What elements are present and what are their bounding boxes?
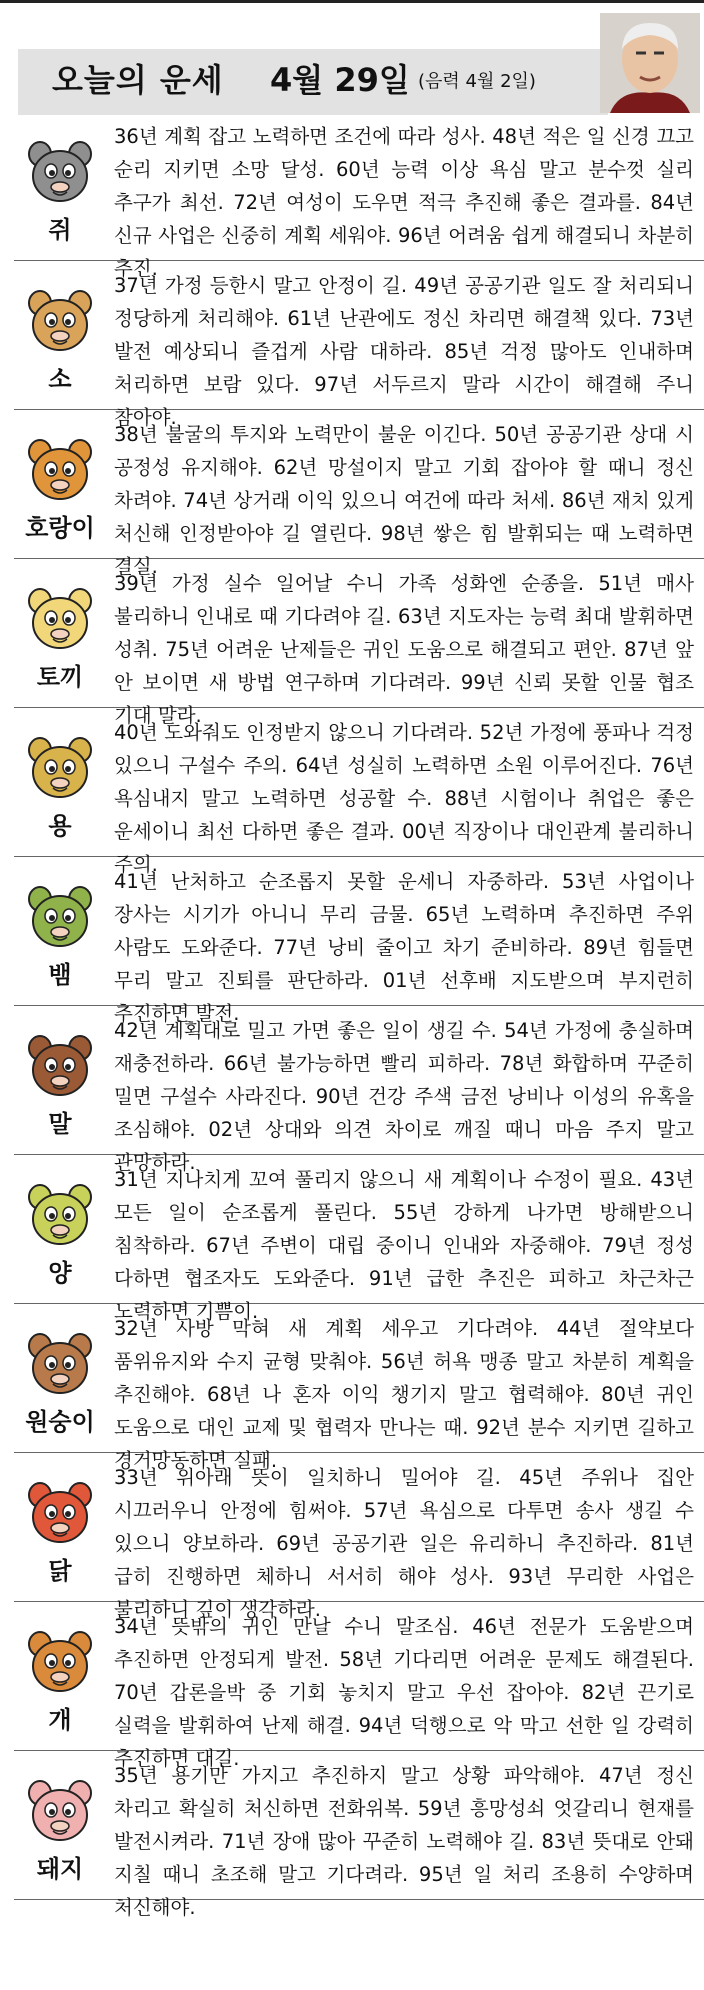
fortune-date: 4월 29일 — [270, 61, 410, 99]
pig-icon — [22, 1775, 98, 1847]
animal-name: 용 — [48, 812, 72, 840]
zodiac-label — [14, 1602, 106, 1750]
author-portrait — [600, 13, 700, 113]
list-item — [14, 1155, 704, 1323]
animal-name: 닭 — [48, 1557, 72, 1585]
zodiac-label — [14, 410, 106, 558]
animal-name: 원숭이 — [25, 1408, 95, 1436]
animal-name: 개 — [48, 1706, 72, 1734]
fortune-text: 34년 뜻밖의 귀인 만날 수니 말조심. 46년 전문가 도움받으며 추진하면 안정되게 발전. 58년 기다리면 어려운 문제도 해결된다. 70년 갑론을박 중 기회 놓치지 말고 우선 잡아야. 82년 끈기로 실력을 발휘하여 난제 해결. 94년 덕행으로 악 막고 선한 일 강력히 추진하면 대길. — [114, 1615, 694, 1770]
page-title: 오늘의 운세 — [52, 61, 224, 99]
zodiac-label — [14, 708, 106, 856]
animal-name: 돼지 — [36, 1855, 84, 1883]
rooster-icon — [22, 1477, 98, 1549]
fortune-text: 41년 난처하고 순조롭지 못할 운세니 자중하라. 53년 사업이나 장사는 시기가 아니니 무리 금물. 65년 노력하며 추진하면 주위 사람도 도와준다. 77년 낭비 줄이고 차기 준비하라. 89년 힘들면 무리 말고 진퇴를 판단하라. 01년 선후배 지도받으며 부지런히 추진하면 발전. — [114, 870, 694, 1025]
list-item — [14, 261, 704, 429]
animal-name: 쥐 — [48, 216, 72, 244]
zodiac-fortune-list — [14, 112, 704, 1919]
zodiac-label — [14, 1453, 106, 1601]
animal-name: 뱀 — [48, 961, 72, 989]
animal-name: 소 — [48, 365, 72, 393]
tiger-icon — [22, 434, 98, 506]
list-item — [14, 857, 704, 1025]
zodiac-label — [14, 261, 106, 409]
list-item — [14, 112, 704, 280]
zodiac-label — [14, 857, 106, 1005]
list-item — [14, 1602, 704, 1770]
fortune-text: 36년 계획 잡고 노력하면 조건에 따라 성사. 48년 적은 일 신경 끄고 순리 지키면 소망 달성. 60년 능력 이상 욕심 말고 분수껏 실리 추구가 최선. 72년 여성이 도우면 적극 추진해 좋은 결과를. 84년 신규 사업은 신중히 계획 세워야. 96년 어려움 쉽게 해결되니 차분히 추진. — [114, 125, 694, 280]
zodiac-label — [14, 1155, 106, 1303]
sheep-icon — [22, 1179, 98, 1251]
dragon-icon — [22, 732, 98, 804]
zodiac-label — [14, 1006, 106, 1154]
fortune-text: 42년 계획대로 밀고 가면 좋은 일이 생길 수. 54년 가정에 충실하며 재충전하라. 66년 불가능하면 빨리 피하라. 78년 화합하며 꾸준히 밀면 구설수 사라진다. 90년 건강 주색 금전 낭비나 이성의 유혹을 조심해야. 02년 상대와 의견 차이로 깨질 때니 마음 주지 말고 관망하라. — [114, 1019, 694, 1174]
animal-name: 호랑이 — [25, 514, 95, 542]
page-header — [0, 0, 704, 115]
animal-name: 양 — [48, 1259, 72, 1287]
list-item — [14, 410, 704, 578]
zodiac-label — [14, 1751, 106, 1899]
rabbit-icon — [22, 583, 98, 655]
list-item — [14, 1304, 704, 1472]
rat-icon — [22, 136, 98, 208]
fortune-text: 32년 사방 막혀 새 계획 세우고 기다려야. 44년 절약보다 품위유지와 수지 균형 맞춰야. 56년 허욕 맹종 말고 차분히 계획을 추진해야. 68년 나 혼자 이익 챙기지 말고 협력해야. 80년 귀인 도움으로 대인 교제 및 협력자 만나는 때. 92년 분수 지키면 길하고 경거망동하면 실패. — [114, 1317, 694, 1472]
zodiac-label — [14, 1304, 106, 1452]
fortune-text: 40년 도와줘도 인정받지 않으니 기다려라. 52년 가정에 풍파나 걱정 있으니 구설수 주의. 64년 성실히 노력하면 소원 이루어진다. 76년 욕심내지 말고 노력하면 성공할 수. 88년 시험이나 취업은 좋은 운세이니 최선 다하면 좋은 결과. 00년 직장이나 대인관계 불리하니 주의. — [114, 721, 694, 876]
lunar-date: (음력 4월 2일) — [418, 71, 536, 92]
list-item — [14, 1453, 704, 1621]
zodiac-label — [14, 559, 106, 707]
fortune-text: 31년 지나치게 꼬여 풀리지 않으니 새 계획이나 수정이 필요. 43년 모든 일이 순조롭게 풀린다. 55년 강하게 나가면 방해받으니 침착하라. 67년 주변이 대립 중이니 인내와 자중해야. 79년 정성 다하면 협조자도 도와준다. 91년 급한 추진은 피하고 차근차근 노력하면 기쁨이. — [114, 1168, 694, 1323]
dog-icon — [22, 1626, 98, 1698]
monkey-icon — [22, 1328, 98, 1400]
zodiac-label — [14, 112, 106, 260]
snake-icon — [22, 881, 98, 953]
list-item — [14, 559, 704, 727]
list-item — [14, 1006, 704, 1174]
fortune-text: 33년 위아래 뜻이 일치하니 밀어야 길. 45년 주위나 집안 시끄러우니 안정에 힘써야. 57년 욕심으로 다투면 송사 생길 수 있으니 양보하라. 69년 공공기관 일은 유리하니 추진하라. 81년 급히 진행하면 체하니 서서히 해야 성사. 93년 무리한 사업은 불리하니 깊이 생각하라. — [114, 1466, 694, 1621]
animal-name: 토끼 — [36, 663, 84, 691]
fortune-text: 35년 용기만 가지고 추진하지 말고 상황 파악해야. 47년 정신 차리고 확실히 처신하면 전화위복. 59년 흥망성쇠 엇갈리니 현재를 발전시켜라. 71년 장애 많아 꾸준히 노력해야 길. 83년 뜻대로 안돼 지칠 때니 초조해 말고 기다려라. 95년 일 처리 조용히 수양하며 처신해야. — [114, 1764, 694, 1919]
fortune-text: 37년 가정 등한시 말고 안정이 길. 49년 공공기관 일도 잘 처리되니 정당하게 처리해야. 61년 난관에도 정신 차리면 해결책 있다. 73년 발전 예상되니 즐겁게 사람 대하라. 85년 걱정 많아도 인내하며 처리하면 보람 있다. 97년 서두르지 말라 시간이 해결해 주니 참아야. — [114, 274, 694, 429]
animal-name: 말 — [48, 1110, 72, 1138]
fortune-text: 39년 가정 실수 일어날 수니 가족 성화엔 순종을. 51년 매사 불리하니 인내로 때 기다려야 길. 63년 지도자는 능력 최대 발휘하면 성취. 75년 어려운 난제들은 귀인 도움으로 해결되고 편안. 87년 앞 안 보이면 새 방법 연구하며 기다려라. 99년 신뢰 못할 인물 협조 기대 말라. — [114, 572, 694, 727]
list-item — [14, 1751, 704, 1919]
fortune-text: 38년 불굴의 투지와 노력만이 불운 이긴다. 50년 공공기관 상대 시 공정성 유지해야. 62년 망설이지 말고 기회 잡아야 할 때니 정신 차려야. 74년 상거래 이익 있으니 여건에 따라 처세. 86년 재치 있게 처신해 인정받아야 길 열린다. 98년 쌓은 힘 발휘되는 때 노력하면 결실. — [114, 423, 694, 578]
ox-icon — [22, 285, 98, 357]
horse-icon — [22, 1030, 98, 1102]
list-item — [14, 708, 704, 876]
